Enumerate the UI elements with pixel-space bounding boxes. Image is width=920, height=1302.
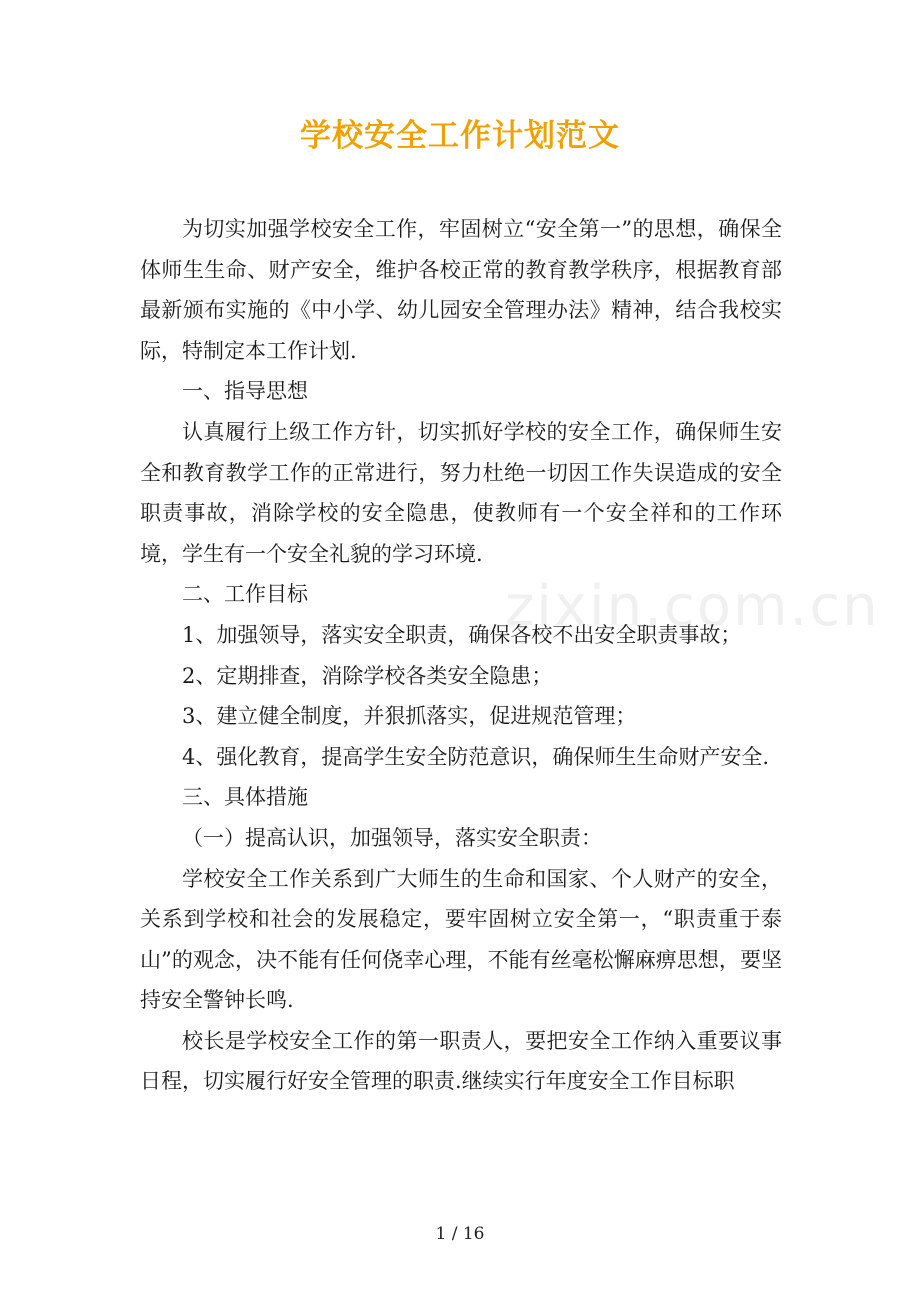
paragraph-measures-2: 校长是学校安全工作的第一职责人，要把安全工作纳入重要议事日程，切实履行好安全管理的职责.继续实行年度安全工作目标职: [140, 1028, 782, 1094]
watermark: zixin.com.cn: [505, 574, 880, 639]
document-title: 学校安全工作计划范文: [300, 118, 620, 154]
document-body: [140, 209, 782, 1102]
goal-item-2: 2、定期排查，消除学校各类安全隐患；: [182, 663, 553, 688]
goal-item-1: 1、加强领导，落实安全职责，确保各校不出安全职责事故；: [182, 622, 742, 647]
section-heading-measures: 三、具体措施: [182, 785, 308, 810]
subsection-heading-1: （一）提高认识，加强领导，落实安全职责：: [182, 825, 602, 850]
paragraph-intro: 为切实加强学校安全工作，牢固树立“安全第一”的思想，确保全体师生生命、财产安全，维护各校正常的教育教学秩序，根据教育部最新颁布实施的《中小学、幼儿园安全管理办法》精神，结合我校实际，特制定本工作计划.: [140, 217, 782, 363]
paragraph-guiding-thought: 认真履行上级工作方针，切实抓好学校的安全工作，确保师生安全和教育教学工作的正常进行，努力杜绝一切因工作失误造成的安全职责事故，消除学校的安全隐患，使教师有一个安全祥和的工作环境，学生有一个安全礼貌的学习环境.: [140, 419, 782, 566]
goal-item-4: 4、强化教育，提高学生安全防范意识，确保师生生命财产安全.: [182, 744, 770, 769]
goal-item-3: 3、建立健全制度，并狠抓落实，促进规范管理；: [182, 704, 637, 729]
paragraph-measures-1: 学校安全工作关系到广大师生的生命和国家、个人财产的安全，关系到学校和社会的发展稳定，要牢固树立安全第一，“职责重于泰山”的观念，决不能有任何侥幸心理，不能有丝毫松懈麻痹思想，要坚持安全警钟长鸣.: [140, 866, 782, 1013]
section-heading-guiding-thought: 一、指导思想: [182, 379, 308, 404]
page-number: 1 / 16: [435, 1224, 485, 1244]
section-heading-work-goals: 二、工作目标: [182, 582, 308, 607]
